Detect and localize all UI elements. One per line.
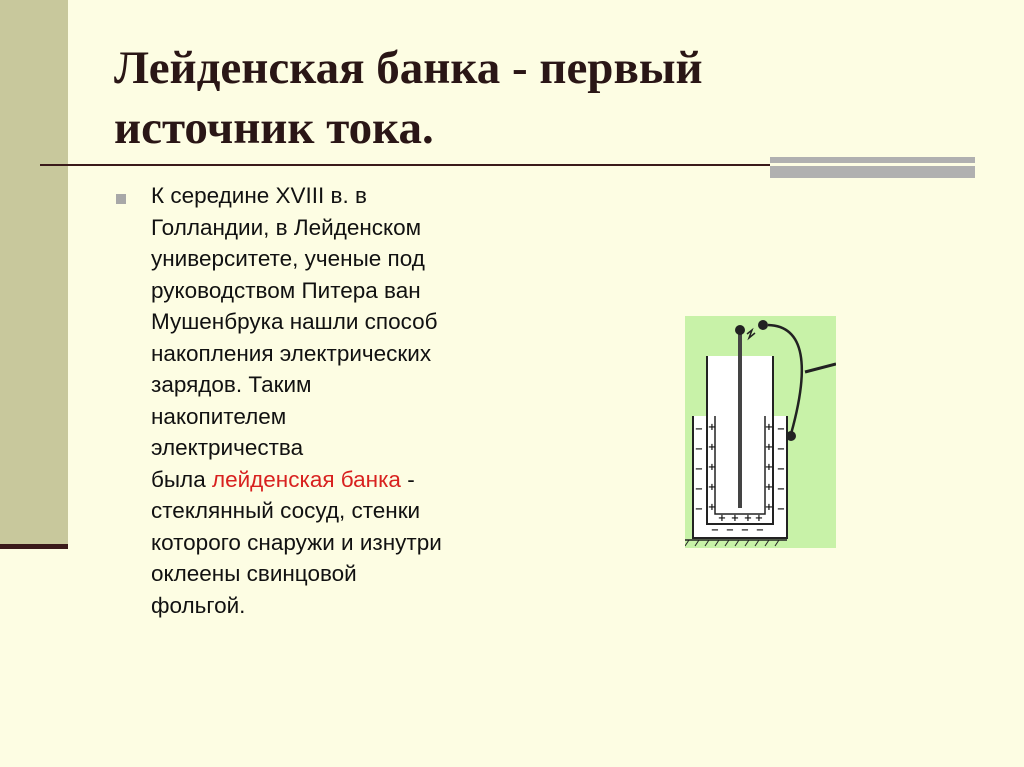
- charge-sign-plus: +: [707, 462, 717, 473]
- body-line: накопления электрических: [151, 340, 432, 366]
- highlight-term: лейденская банка: [211, 466, 401, 492]
- charge-sign-minus: −: [710, 525, 720, 536]
- charge-sign-minus: −: [694, 504, 704, 515]
- body-line: Голландии, в Лейденском: [151, 214, 422, 240]
- body-line: накопителем: [151, 403, 287, 429]
- charge-sign-minus: −: [694, 484, 704, 495]
- bullet-square-icon: [116, 194, 126, 204]
- outer-contact-ball: [786, 431, 796, 441]
- charge-sign-minus: −: [776, 484, 786, 495]
- center-rod: [738, 330, 742, 508]
- charge-sign-plus: +: [707, 502, 717, 513]
- charge-sign-minus: −: [776, 424, 786, 435]
- charge-sign-plus: +: [764, 482, 774, 493]
- leyden-jar-illustration: [685, 316, 836, 548]
- body-paragraph: [151, 180, 541, 621]
- body-line: фольгой.: [151, 592, 246, 618]
- charge-sign-minus: −: [694, 424, 704, 435]
- charge-sign-plus: +: [707, 422, 717, 433]
- charge-sign-plus: +: [717, 513, 727, 524]
- body-line: которого снаружи и изнутри: [151, 529, 442, 555]
- left-decor-rule: [0, 544, 68, 549]
- charge-sign-plus: +: [707, 442, 717, 453]
- body-line: оклеены свинцовой: [151, 561, 357, 586]
- body-line: стеклянный сосуд, стенки: [151, 498, 421, 523]
- charge-sign-minus: −: [725, 525, 735, 536]
- charge-sign-minus: −: [694, 444, 704, 455]
- terminal-ball: [758, 320, 768, 330]
- body-line-prefix: была: [151, 466, 212, 492]
- charge-sign-plus: +: [764, 502, 774, 513]
- body-line: Мушенбрука нашли способ: [151, 309, 438, 334]
- charge-sign-minus: −: [694, 464, 704, 475]
- charge-sign-plus: +: [743, 513, 753, 524]
- leyden-jar-svg: [685, 316, 836, 548]
- slide-title: Лейденская банка - первый источник тока.: [114, 42, 703, 154]
- charge-sign-plus: +: [764, 442, 774, 453]
- body-line: зарядов. Таким: [151, 372, 312, 397]
- body-line-suffix: -: [400, 466, 415, 492]
- charge-sign-plus: +: [730, 513, 740, 524]
- charge-sign-plus: +: [764, 422, 774, 433]
- body-line: руководством Питера ван: [151, 277, 421, 303]
- charge-sign-minus: −: [776, 444, 786, 455]
- charge-sign-minus: −: [740, 525, 750, 536]
- charge-sign-minus: −: [755, 525, 765, 536]
- charge-sign-plus: +: [764, 462, 774, 473]
- title-underline: [40, 164, 780, 166]
- charge-sign-plus: +: [707, 482, 717, 493]
- rod-ball: [735, 325, 745, 335]
- body-line: электричества: [151, 435, 304, 460]
- body-line: К середине XVIII в. в: [151, 183, 367, 208]
- title-accent-bars: [770, 157, 975, 178]
- charge-sign-minus: −: [776, 504, 786, 515]
- left-decor-bar: [0, 0, 68, 548]
- charge-sign-plus: +: [754, 513, 764, 524]
- body-line: университете, ученые под: [151, 246, 425, 271]
- charge-sign-minus: −: [776, 464, 786, 475]
